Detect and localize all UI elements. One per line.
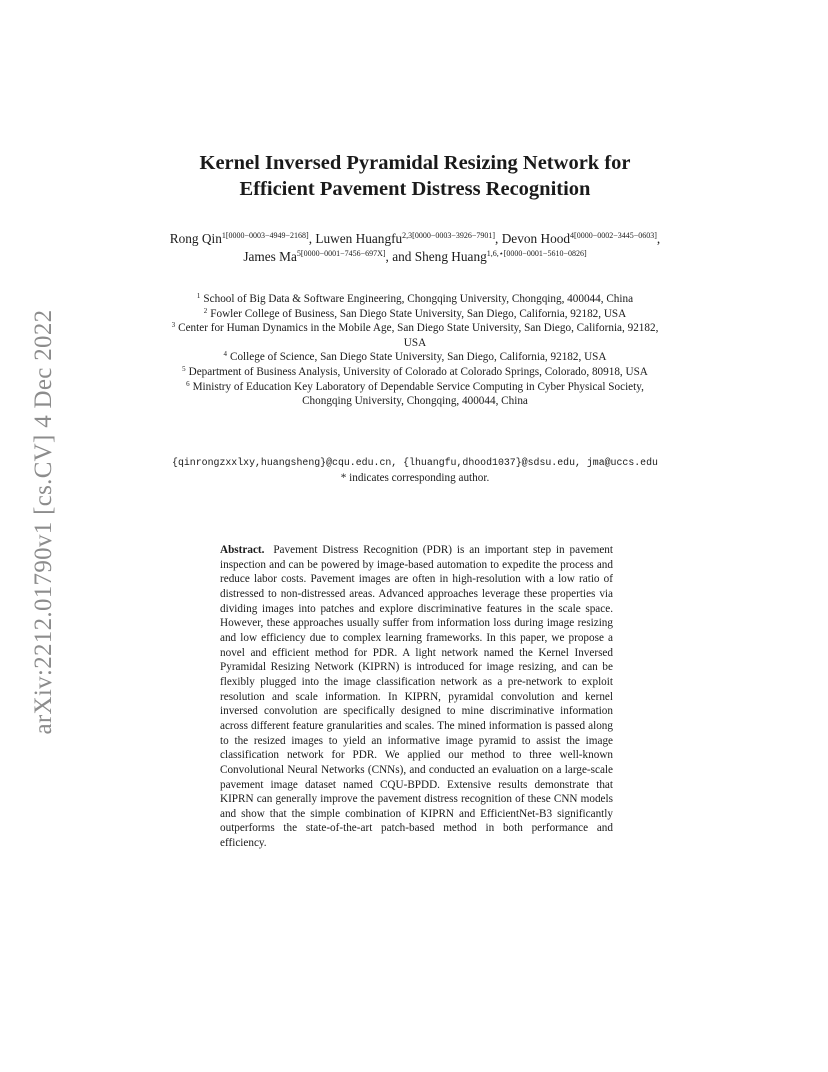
- author-name: Sheng Huang: [414, 248, 487, 264]
- author-affiliation-orcid: 2,3[0000−0003−3926−7901]: [402, 231, 496, 240]
- affiliation-number: 4: [223, 350, 227, 359]
- arxiv-identifier: arXiv:2212.01790v1 [cs.CV] 4 Dec 2022: [30, 309, 57, 735]
- abstract-label: Abstract.: [220, 544, 265, 556]
- author-affiliation-orcid: 5[0000−0001−7456−697X]: [296, 248, 386, 258]
- corresponding-author-note: * indicates corresponding author.: [340, 472, 490, 484]
- affiliation-number: 6: [186, 379, 190, 388]
- author-name: Devon Hood: [501, 231, 571, 246]
- affiliation-item: [170, 380, 660, 409]
- affiliation-number: 3: [171, 321, 176, 330]
- author-separator: ,: [495, 231, 502, 246]
- title-line-1: Kernel Inversed Pyramidal Resizing Network for: [199, 152, 631, 174]
- affiliation-text: Fowler College of Business, San Diego State University, San Diego, California, 92182, USA: [210, 307, 627, 320]
- paper-title: [150, 150, 680, 202]
- affiliation-text: Ministry of Education Key Laboratory of Dependable Service Computing in Cyber Physical Society, Chongqing University, Chongqing, 400044, China: [192, 380, 644, 408]
- affiliation-item: [170, 307, 660, 322]
- affiliation-number: 1: [196, 292, 201, 300]
- abstract: [220, 543, 613, 851]
- affiliation-item: [170, 365, 660, 380]
- abstract-text: Pavement Distress Recognition (PDR) is an important step in pavement inspection and can be powered by image-based automation to expedite the process and reduce labor costs. Pavement images are often in high-resolution with a low ratio of distressed to non-distressed areas. Advanced approaches leverage these properties via dividing images into patches and explore discriminative features in the scale space. However, these approaches usually suffer from information loss during image resizing and low efficiency due to complex learning frameworks. In this paper, we propose a novel and efficient method for PDR. A light network named the Kernel Inversed Pyramidal Resizing Network (KIPRN) is introduced for image resizing, and can be flexibly plugged into the image classification network as a pre-network to exploit resolution and scale information. In KIPRN, pyramidal convolution and kernel inversed convolution are specifically designed to mine discriminative information across different feature granularities and scales. The mined information is passed along to the resized images to yield an informative image pyramid to assist the image classification network for PDR. We applied our method to three well-known Convolutional Neural Networks (CNNs), and conducted an evaluation on a large-scale pavement image dataset named CQU-BPDD. Extensive results demonstrate that KIPRN can generally improve the pavement distress recognition of these CNN models and show that the simple combination of KIPRN and EfficientNet-B3 significantly outperforms the state-of-the-art patch-based method in both performance and efficiency.: [220, 544, 614, 850]
- affiliation-item: [170, 350, 660, 365]
- author-separator: ,: [308, 231, 316, 246]
- affiliation-text: College of Science, San Diego State University, San Diego, California, 92182, USA: [230, 351, 607, 364]
- author-separator: ,: [656, 231, 661, 246]
- affiliation-item: [170, 321, 660, 350]
- author-name: Luwen Huangfu: [315, 231, 403, 246]
- affiliation-list: [170, 292, 660, 409]
- affiliation-number: 5: [182, 364, 186, 373]
- email-addresses: {qinrongzxxlxy,huangsheng}@cqu.edu.cn, {lhuangfu,dhood1037}@sdsu.edu, jma@uccs.edu: [172, 457, 658, 468]
- author-name: James Ma: [243, 248, 297, 264]
- affiliation-text: School of Big Data & Software Engineering, Chongqing University, Chongqing, 400044, China: [203, 293, 634, 305]
- affiliation-number: 2: [203, 306, 208, 315]
- author-affiliation-orcid: 1,6,⋆[0000−0001−5610−0826]: [486, 248, 587, 258]
- author-list: [165, 230, 665, 265]
- affiliation-text: Department of Business Analysis, University of Colorado at Colorado Springs, Colorado, 80918, USA: [188, 365, 648, 378]
- author-affiliation-orcid: 4[0000−0002−3445−0603]: [570, 231, 657, 240]
- title-line-2: Efficient Pavement Distress Recognition: [239, 178, 591, 200]
- author-name: Rong Qin: [169, 231, 222, 246]
- author-separator: , and: [385, 248, 415, 264]
- author-affiliation-orcid: 1[0000−0003−4949−2168]: [221, 231, 309, 240]
- affiliation-item: [170, 292, 660, 307]
- affiliation-text: Center for Human Dynamics in the Mobile Age, San Diego State University, San Diego, California, 92182, USA: [178, 322, 659, 349]
